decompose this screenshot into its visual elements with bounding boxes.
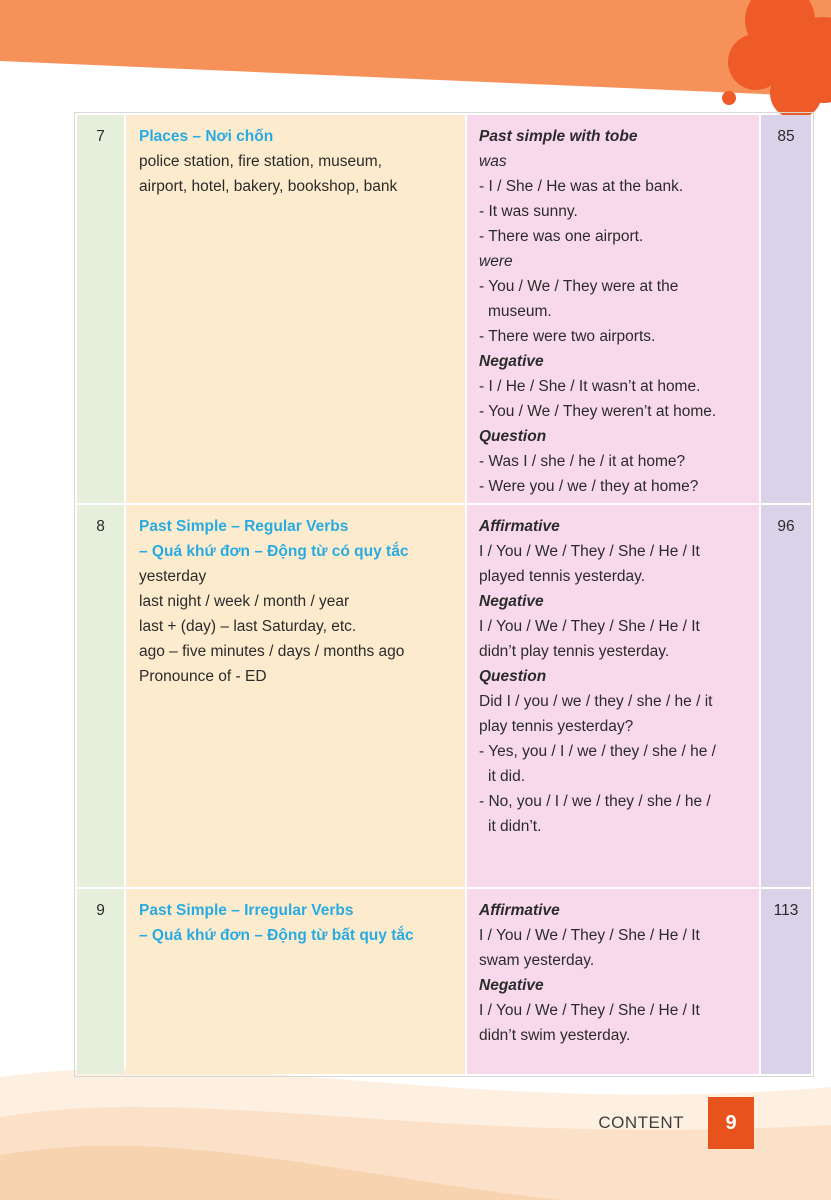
page-footer [598,1097,754,1149]
topic-line: airport, hotel, bakery, bookshop, bank [139,178,398,195]
topic-cell [126,505,465,887]
grammar-line: was [479,153,507,170]
page-ref-cell [761,889,811,1074]
page-number: 9 [725,1111,737,1134]
grammar-line: museum. [488,303,552,320]
content-table [74,112,814,1077]
grammar-line: Affirmative [479,902,560,919]
grammar-line: swam yesterday. [479,952,595,969]
grammar-line: it did. [488,768,526,785]
content-label: CONTENT [598,1113,684,1132]
topic-line: Past Simple – Irregular Verbs [139,902,354,919]
grammar-line: were [479,253,513,270]
grammar-line: Past simple with tobe [479,128,638,145]
content-table-body [77,115,811,1074]
topic-cell [126,115,465,503]
table-row [77,115,811,503]
grammar-line: didn’t play tennis yesterday. [479,643,670,660]
table-row [77,889,811,1074]
topic-line: yesterday [139,568,207,585]
topic-line: police station, fire station, museum, [139,153,382,170]
page-number-badge [708,1097,754,1149]
grammar-line: - You / We / They were at the [479,278,679,295]
grammar-line: Affirmative [479,518,560,535]
grammar-line: - You / We / They weren’t at home. [479,403,717,420]
topic-line: – Quá khứ đơn – Động từ có quy tắc [139,543,409,560]
grammar-cell [467,889,759,1074]
grammar-line: play tennis yesterday? [479,718,634,735]
grammar-line: - Yes, you / I / we / they / she / he / [479,743,716,760]
topic-line: last night / week / month / year [139,593,350,610]
grammar-line: I / You / We / They / She / He / It [479,1002,700,1019]
grammar-cell [467,115,759,503]
topic-cell [126,889,465,1074]
grammar-line: - Was I / she / he / it at home? [479,453,686,470]
grammar-line: played tennis yesterday. [479,568,646,585]
grammar-line: didn’t swim yesterday. [479,1027,631,1044]
grammar-line: Question [479,668,547,685]
grammar-line: Did I / you / we / they / she / he / it [479,693,713,710]
unit-number-cell [77,115,124,503]
grammar-line: Negative [479,977,544,994]
grammar-line: - There were two airports. [479,328,656,345]
page-ref-cell [761,505,811,887]
grammar-line: I / You / We / They / She / He / It [479,543,700,560]
grammar-line: - Were you / we / they at home? [479,478,699,495]
grammar-line: - I / He / She / It wasn’t at home. [479,378,701,395]
unit-number: 7 [96,128,105,145]
grammar-line: - It was sunny. [479,203,578,220]
topic-line: last + (day) – last Saturday, etc. [139,618,357,635]
unit-number: 9 [96,902,105,919]
grammar-line: I / You / We / They / She / He / It [479,927,700,944]
grammar-line: Negative [479,353,544,370]
grammar-line: - I / She / He was at the bank. [479,178,684,195]
grammar-line: Negative [479,593,544,610]
topic-line: Places – Nơi chốn [139,128,274,145]
unit-number-cell [77,505,124,887]
topic-line: ago – five minutes / days / months ago [139,643,405,660]
page-ref: 96 [777,518,795,535]
topic-line: Pronounce of - ED [139,668,267,685]
page-ref: 85 [777,128,795,145]
grammar-line: it didn’t. [488,818,542,835]
topic-line: Past Simple – Regular Verbs [139,518,349,535]
unit-number-cell [77,889,124,1074]
grammar-line: - No, you / I / we / they / she / he / [479,793,711,810]
grammar-cell [467,505,759,887]
table-row [77,505,811,887]
grammar-line: - There was one airport. [479,228,644,245]
unit-number: 8 [96,518,105,535]
page-ref-cell [761,115,811,503]
page-ref: 113 [773,902,799,919]
grammar-line: Question [479,428,547,445]
grammar-line: I / You / We / They / She / He / It [479,618,700,635]
topic-line: – Quá khứ đơn – Động từ bất quy tắc [139,927,414,944]
